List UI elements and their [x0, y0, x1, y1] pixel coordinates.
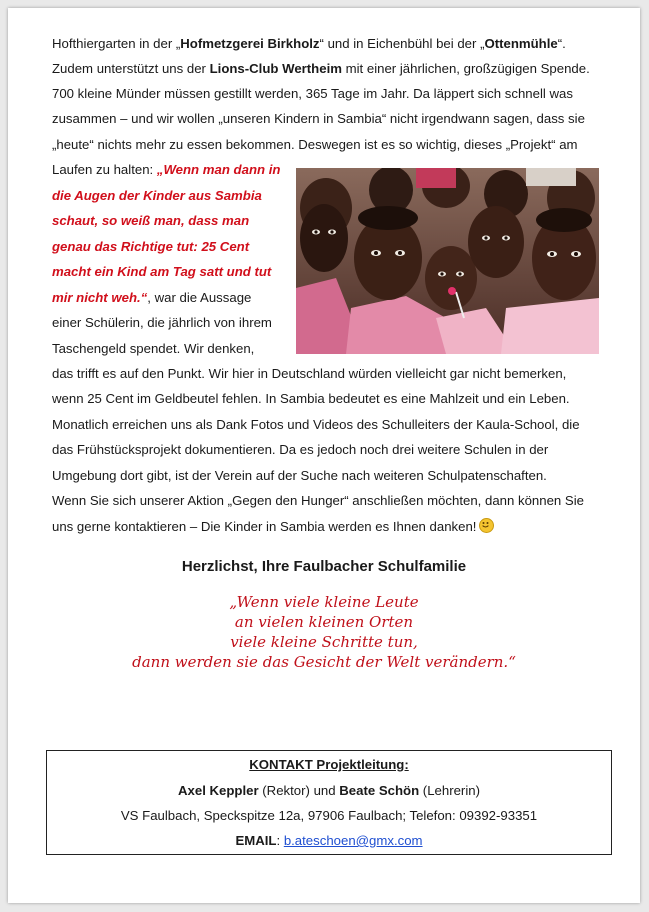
text-line: Zudem unterstützt uns der Lions-Club Wertheim mit einer jährlichen, großzügigen Spende.: [52, 61, 590, 76]
children-photo: [296, 168, 599, 354]
text-line: „heute“ nichts mehr zu essen bekommen. Deswegen ist es so wichtig, dieses „Projekt“ am: [52, 137, 578, 152]
email-link[interactable]: b.ateschoen@gmx.com: [283, 833, 423, 848]
text-line: Laufen zu halten: „Wenn man dann in: [52, 162, 281, 177]
quote-line: schaut, so weiß man, dass man: [52, 213, 250, 228]
contact-address: VS Faulbach, Speckspitze 12a, 97906 Faulbach; Telefon: 09392-93351: [120, 808, 538, 823]
text-line: mir nicht weh.“, war die Aussage: [52, 290, 252, 305]
text-line: wenn 25 Cent im Geldbeutel fehlen. In Sambia bedeutet es eine Mahlzeit und ein Leben.: [52, 391, 570, 406]
text-line: uns gerne kontaktieren – Die Kinder in Sambia werden es Ihnen danken!: [52, 518, 494, 535]
closing-quote-line-3: viele kleine Schritte tun,: [230, 633, 418, 651]
text-line: 700 kleine Münder müssen gestillt werden, 365 Tage im Jahr. Da läppert sich schnell was: [52, 86, 573, 101]
closing-quote-line-1: „Wenn viele kleine Leute: [229, 593, 419, 611]
contact-heading: KONTAKT Projektleitung:: [249, 757, 409, 772]
quote-line: macht ein Kind am Tag satt und tut: [52, 264, 272, 279]
contact-persons: Axel Keppler (Rektor) und Beate Schön (Lehrerin): [178, 783, 480, 798]
text-line: zusammen – und wir wollen „unseren Kindern in Sambia“ nicht irgendwann sagen, dass sie: [52, 111, 585, 126]
text-line: einer Schülerin, die jährlich von ihrem: [52, 315, 272, 330]
closing-quote-line-4: dann werden sie das Gesicht der Welt verändern.“: [132, 653, 516, 671]
smiley-emoji-icon: [479, 518, 494, 533]
text-line: das trifft es auf den Punkt. Wir hier in Deutschland würden vielleicht gar nicht bemerken,: [52, 366, 567, 381]
signature: Herzlichst, Ihre Faulbacher Schulfamilie: [181, 558, 467, 575]
quote-line: die Augen der Kinder aus Sambia: [52, 188, 262, 203]
text-line: Wenn Sie sich unserer Aktion „Gegen den Hunger“ anschließen möchten, dann können Sie: [52, 493, 584, 508]
text-line: das Frühstücksprojekt dokumentieren. Da es jedoch noch drei weitere Schulen in der: [52, 442, 549, 457]
document-page: [8, 8, 640, 903]
text-line: Taschengeld spendet. Wir denken,: [52, 341, 255, 356]
contact-box: [46, 750, 612, 855]
text-line: Monatlich erreichen uns als Dank Fotos und Videos des Schulleiters der Kaula-School, die: [52, 417, 580, 432]
text-line: Hofthiergarten in der „Hofmetzgerei Birkholz“ und in Eichenbühl bei der „Ottenmühle“.: [52, 36, 566, 51]
quote-line: genau das Richtige tut: 25 Cent: [52, 239, 250, 254]
closing-quote-line-2: an vielen kleinen Orten: [234, 613, 414, 631]
text-line: Umgebung dort gibt, ist der Verein auf der Suche nach weiteren Schulpatenschaften.: [52, 468, 547, 483]
contact-email: EMAIL: b.ateschoen@gmx.com: [235, 833, 423, 848]
